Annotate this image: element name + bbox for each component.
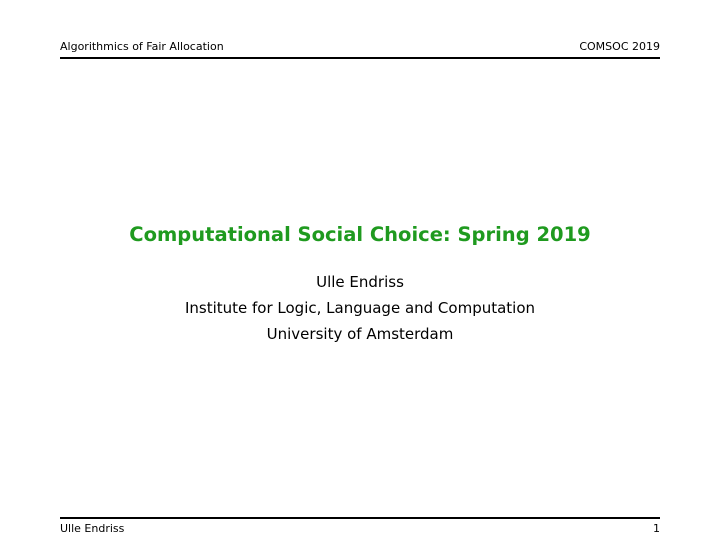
slide-title: Computational Social Choice: Spring 2019 — [129, 223, 591, 246]
author-university: University of Amsterdam — [266, 325, 454, 343]
page-number: 1 — [653, 522, 660, 535]
author-name: Ulle Endriss — [316, 273, 404, 291]
author-block — [0, 269, 720, 347]
footer-rule — [60, 517, 660, 519]
header-lecture-title: Algorithmics of Fair Allocation — [60, 40, 224, 53]
author-institute: Institute for Logic, Language and Computation — [184, 299, 536, 317]
header-rule — [60, 57, 660, 59]
header-course-name: COMSOC 2019 — [579, 40, 660, 53]
footer-author: Ulle Endriss — [60, 522, 125, 535]
